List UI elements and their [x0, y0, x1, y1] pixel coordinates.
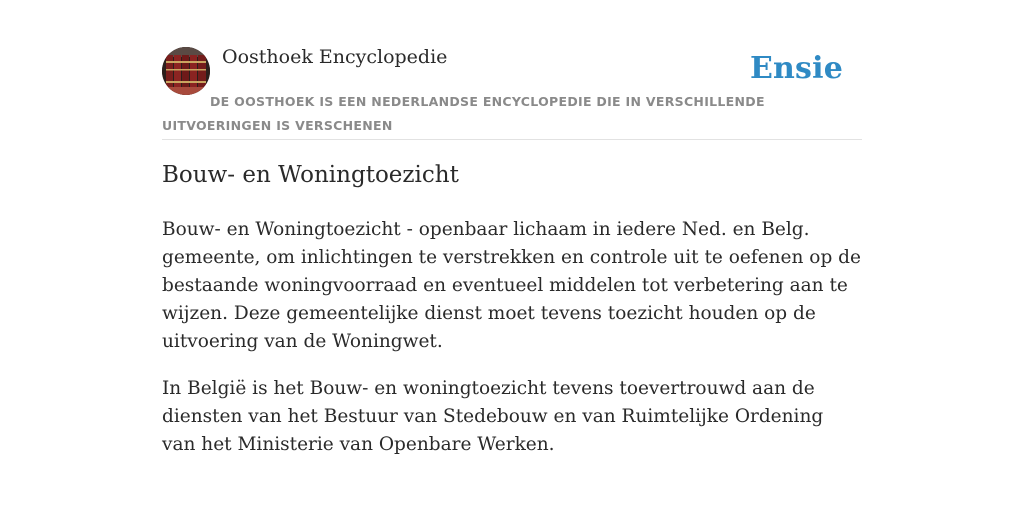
article-paragraph: Bouw- en Woningtoezicht - openbaar lichaam in iedere Ned. en Belg. gemeente, om inlichtingen te verstrekken en controle uit te oefenen op de bestaande woningvoorraad en eventueel middelen tot verbetering aan te wijzen. Deze gemeentelijke dienst moet tevens toezicht houden op de uitvoering van de Woningwet.	[162, 219, 861, 352]
avatar-image	[162, 47, 210, 95]
source-name[interactable]: Oosthoek Encyclopedie	[222, 46, 448, 68]
page	[162, 0, 862, 455]
article-title: Bouw- en Woningtoezicht	[162, 162, 459, 188]
site-header	[162, 0, 862, 140]
article-body	[162, 216, 862, 478]
article-paragraph: In België is het Bouw- en woningtoezicht tevens toevertrouwd aan de diensten van het Bestuur van Stedebouw en van Ruimtelijke Ordening van het Ministerie van Openbare Werken.	[162, 378, 824, 455]
ensie-logo-link[interactable]: Ensie	[749, 51, 843, 86]
encyclopedia-books-icon[interactable]	[162, 47, 210, 95]
source-tagline: DE OOSTHOEK IS EEN NEDERLANDSE ENCYCLOPEDIE DIE IN VERSCHILLENDE UITVOERINGEN IS VERSCHENEN	[162, 94, 765, 133]
